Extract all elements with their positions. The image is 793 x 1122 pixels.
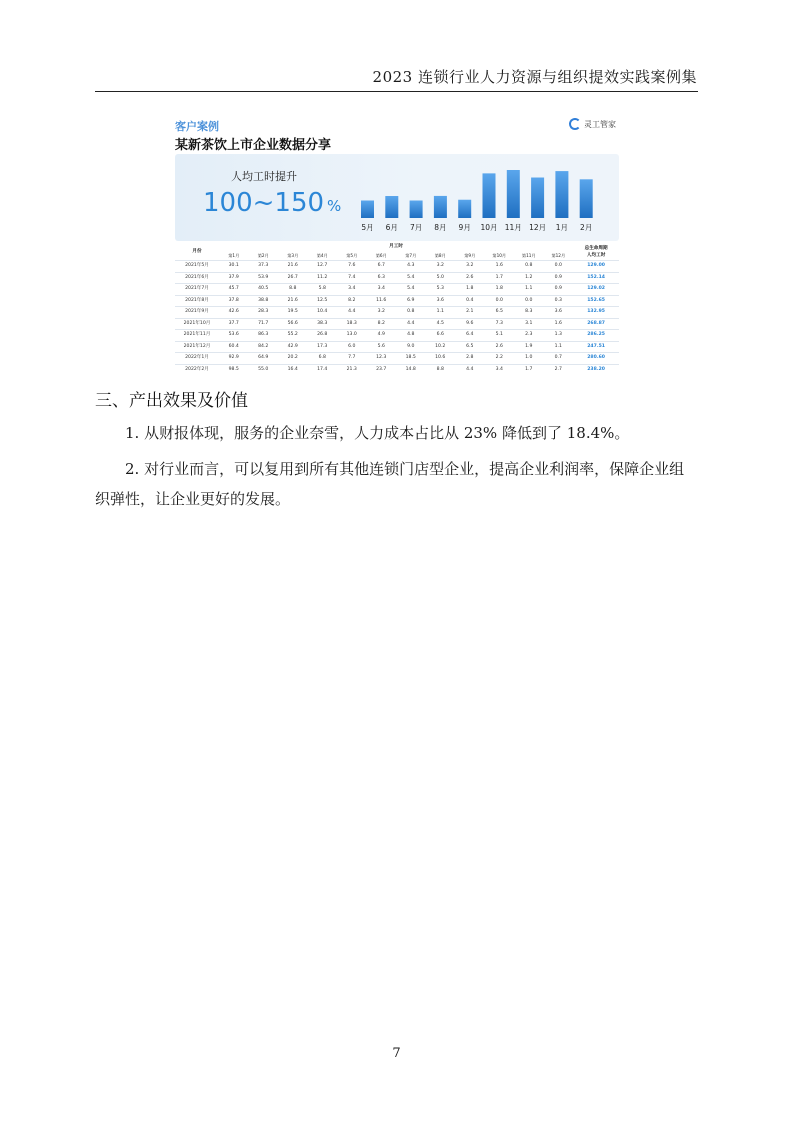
- bar-3: [410, 200, 423, 218]
- bar-6: [483, 173, 496, 218]
- table-cell: 53.9: [258, 274, 269, 280]
- table-cell: 9.0: [407, 343, 415, 349]
- table-cell: 92.9: [228, 355, 239, 360]
- table-cell: 0.3: [554, 297, 562, 303]
- table-cell: 18.3: [346, 320, 357, 326]
- hero-value: [203, 188, 341, 218]
- sub-header-cell: 第8月: [434, 253, 446, 258]
- group-header: 月工时: [389, 244, 403, 249]
- case-title: 某新茶饮上市企业数据分享: [175, 138, 332, 153]
- hero-panel: [175, 154, 619, 241]
- row-month: 2021年6月: [185, 274, 209, 280]
- table-cell: 0.8: [407, 309, 415, 314]
- month-header: 月份: [192, 248, 202, 254]
- table-cell: 5.8: [318, 286, 326, 291]
- row-total: 238.20: [587, 366, 605, 372]
- table-row: [175, 353, 619, 365]
- page-header-title: 2023 连锁行业人力资源与组织提效实践案例集: [372, 68, 697, 86]
- table-row: [175, 261, 619, 273]
- table-cell: 8.2: [377, 320, 385, 326]
- monthly-bar-chart: [361, 154, 619, 241]
- table-cell: 4.4: [466, 366, 474, 372]
- table-cell: 56.6: [287, 320, 298, 326]
- table-cell: 1.8: [466, 286, 474, 291]
- table-cell: 3.1: [525, 320, 533, 326]
- total-header-line-2: 人均工时: [586, 252, 606, 258]
- table-cell: 11.6: [376, 297, 387, 303]
- table-cell: 1.1: [436, 309, 444, 314]
- table-cell: 0.8: [525, 263, 533, 268]
- table-cell: 14.8: [405, 366, 416, 372]
- hours-table: [175, 243, 619, 375]
- table-cell: 4.4: [407, 320, 415, 326]
- row-month: 2021年8月: [185, 297, 209, 303]
- table-cell: 13.0: [346, 332, 357, 337]
- table-cell: 12.7: [317, 263, 328, 268]
- table-cell: 1.7: [495, 274, 503, 280]
- table-cell: 86.3: [258, 332, 269, 337]
- table-cell: 6.6: [436, 332, 444, 337]
- sub-header-cell: 第4月: [316, 253, 328, 258]
- table-cell: 1.7: [525, 366, 533, 372]
- table-cell: 17.4: [317, 366, 328, 372]
- table-cell: 1.9: [525, 343, 533, 349]
- bar-1: [361, 200, 374, 218]
- table-cell: 0.9: [554, 274, 562, 280]
- sub-header-cell: 第2月: [257, 253, 269, 258]
- table-cell: 28.3: [258, 309, 269, 314]
- brand-logo: [569, 118, 616, 130]
- hours-table-wrap: [175, 243, 619, 375]
- table-cell: 3.6: [554, 309, 562, 314]
- table-cell: 55.0: [258, 366, 269, 372]
- table-cell: 17.3: [317, 343, 328, 349]
- table-cell: 42.6: [228, 309, 239, 314]
- table-cell: 21.6: [287, 297, 298, 303]
- table-cell: 2.8: [466, 355, 474, 360]
- table-cell: 10.6: [435, 355, 446, 360]
- table-cell: 4.5: [436, 320, 444, 326]
- table-cell: 6.5: [466, 343, 474, 349]
- table-row: [175, 272, 619, 284]
- bar-8: [531, 178, 544, 218]
- total-header-line-1: 总生命周期: [584, 245, 608, 251]
- table-cell: 4.9: [377, 332, 385, 337]
- table-row: [175, 284, 619, 296]
- table-cell: 18.5: [405, 355, 416, 360]
- table-cell: 1.2: [525, 274, 533, 280]
- sub-header-cell: 第7月: [405, 253, 417, 258]
- table-cell: 98.5: [228, 366, 239, 372]
- table-cell: 0.9: [554, 286, 562, 291]
- table-cell: 1.1: [525, 286, 533, 291]
- table-cell: 10.4: [317, 309, 328, 314]
- table-cell: 45.7: [228, 286, 239, 291]
- table-cell: 6.0: [348, 343, 356, 349]
- total-header: [573, 243, 619, 261]
- table-cell: 7.4: [348, 274, 356, 280]
- table-cell: 0.0: [525, 297, 533, 303]
- table-cell: 1.3: [554, 332, 562, 337]
- table-cell: 3.2: [466, 263, 474, 268]
- row-month: 2021年7月: [185, 286, 209, 291]
- table-cell: 2.6: [495, 343, 503, 349]
- table-cell: 0.0: [554, 263, 562, 268]
- row-month: 2021年5月: [185, 263, 209, 268]
- row-month: 2022年1月: [185, 355, 209, 360]
- table-cell: 3.4: [348, 286, 356, 291]
- hero-label: 人均工时提升: [231, 170, 297, 183]
- table-cell: 2.3: [525, 332, 533, 337]
- sub-header-cell: 第1月: [228, 253, 240, 258]
- table-cell: 11.2: [317, 274, 328, 280]
- table-cell: 12.5: [317, 297, 328, 303]
- bar-label-7: 11月: [504, 223, 522, 232]
- bar-5: [458, 200, 471, 218]
- table-cell: 26.7: [287, 274, 298, 280]
- row-total: 132.95: [587, 309, 605, 314]
- bar-label-3: 7月: [409, 223, 423, 232]
- table-cell: 1.6: [554, 320, 562, 326]
- bar-label-2: 6月: [385, 223, 398, 232]
- table-cell: 8.2: [348, 297, 356, 303]
- table-cell: 53.6: [228, 332, 239, 337]
- table-cell: 6.3: [377, 274, 385, 280]
- table-row: [175, 295, 619, 307]
- table-cell: 3.4: [377, 286, 385, 291]
- table-cell: 10.2: [435, 343, 446, 349]
- hero-unit: %: [327, 197, 342, 215]
- row-total: 152.65: [587, 297, 605, 303]
- table-cell: 8.8: [289, 286, 297, 291]
- bar-label-8: 12月: [529, 223, 547, 232]
- table-row: [175, 330, 619, 342]
- section-heading: 三、产出效果及价值: [95, 391, 248, 411]
- paragraph-item-1: 1. 从财报体现，服务的企业奈雪，人力成本占比从 23% 降低到了 18.4%。: [125, 424, 630, 442]
- table-cell: 21.6: [287, 263, 298, 268]
- case-tag: 客户案例: [175, 120, 219, 133]
- row-month: 2021年10月: [183, 320, 211, 326]
- table-cell: 6.8: [318, 355, 326, 360]
- table-row: [175, 318, 619, 330]
- table-cell: 5.0: [436, 274, 444, 280]
- row-month: 2021年11月: [183, 332, 211, 337]
- bar-10: [580, 179, 593, 218]
- bar-label-5: 9月: [458, 223, 471, 232]
- table-cell: 12.3: [376, 355, 387, 360]
- table-cell: 6.7: [377, 263, 385, 268]
- row-month: 2021年9月: [185, 309, 209, 314]
- row-total: 129.00: [587, 263, 605, 268]
- table-cell: 5.6: [377, 343, 385, 349]
- table-cell: 3.6: [436, 297, 444, 303]
- sub-header-cell: 第5月: [346, 253, 358, 258]
- table-row: [175, 307, 619, 319]
- table-cell: 4.4: [348, 309, 356, 314]
- hero-number: 100~150: [203, 188, 325, 218]
- row-total: 129.02: [587, 286, 605, 291]
- table-cell: 2.1: [466, 309, 474, 314]
- table-cell: 38.8: [258, 297, 269, 303]
- row-total: 152.14: [587, 274, 605, 280]
- bar-label-6: 10月: [480, 223, 498, 232]
- table-cell: 40.5: [258, 286, 269, 291]
- logo-icon: [569, 118, 581, 130]
- table-cell: 37.3: [258, 263, 269, 268]
- table-cell: 37.9: [228, 274, 239, 280]
- table-cell: 55.2: [287, 332, 298, 337]
- table-cell: 4.8: [407, 332, 415, 337]
- bar-label-10: 2月: [580, 223, 593, 232]
- row-month: 2021年12月: [183, 343, 211, 349]
- table-cell: 7.7: [348, 355, 356, 360]
- table-cell: 16.4: [287, 366, 298, 372]
- sub-header-cell: 第10月: [492, 253, 507, 258]
- bar-9: [555, 171, 568, 218]
- table-cell: 7.3: [495, 320, 503, 326]
- table-cell: 3.2: [377, 309, 385, 314]
- table-cell: 5.3: [436, 286, 444, 291]
- table-cell: 1.1: [554, 343, 562, 349]
- table-cell: 38.3: [317, 320, 328, 326]
- table-cell: 6.4: [466, 332, 474, 337]
- logo-text: 灵工管家: [584, 119, 616, 129]
- row-total: 286.25: [587, 332, 605, 337]
- table-cell: 37.8: [228, 297, 239, 303]
- table-cell: 2.2: [495, 355, 503, 360]
- table-cell: 37.7: [228, 320, 239, 326]
- sub-header-cell: 第11月: [521, 253, 536, 258]
- table-row: [175, 364, 619, 375]
- table-cell: 8.3: [525, 309, 533, 314]
- bar-2: [385, 196, 398, 218]
- table-cell: 21.3: [346, 366, 357, 372]
- table-cell: 2.6: [466, 274, 474, 280]
- page-number: 7: [392, 1046, 401, 1061]
- table-cell: 5.1: [495, 332, 503, 337]
- table-cell: 8.8: [436, 366, 444, 372]
- table-cell: 84.2: [258, 343, 269, 349]
- table-cell: 19.5: [287, 309, 298, 314]
- table-cell: 42.9: [287, 343, 298, 349]
- header-rule: [95, 91, 698, 92]
- sub-header-cell: 第3月: [287, 253, 299, 258]
- table-cell: 23.7: [376, 366, 387, 372]
- table-cell: 5.4: [407, 274, 415, 280]
- table-cell: 64.9: [258, 355, 269, 360]
- table-cell: 6.9: [407, 297, 415, 303]
- paragraph-item-2: 2. 对行业而言，可以复用到所有其他连锁门店型企业，提高企业利润率，保障企业组织弹性，让企业更好的发展。: [95, 460, 685, 508]
- table-cell: 1.8: [495, 286, 503, 291]
- table-cell: 26.8: [317, 332, 328, 337]
- bar-label-1: 5月: [361, 223, 374, 232]
- table-cell: 3.4: [495, 366, 503, 372]
- table-cell: 7.6: [348, 263, 356, 268]
- table-cell: 60.4: [228, 343, 239, 349]
- row-total: 247.51: [587, 343, 605, 349]
- sub-header-cell: 第9月: [464, 253, 476, 258]
- table-cell: 4.3: [407, 263, 415, 268]
- table-cell: 1.0: [525, 355, 533, 360]
- table-cell: 2.7: [554, 366, 562, 372]
- table-cell: 71.7: [258, 320, 269, 326]
- table-cell: 3.2: [436, 263, 444, 268]
- table-cell: 1.6: [495, 263, 503, 268]
- table-cell: 30.1: [228, 263, 239, 268]
- row-total: 268.87: [587, 320, 605, 326]
- table-row: [175, 341, 619, 353]
- bar-4: [434, 196, 447, 218]
- bar-7: [507, 170, 520, 218]
- table-cell: 0.7: [554, 355, 562, 360]
- table-cell: 20.2: [287, 355, 298, 360]
- row-total: 280.60: [587, 355, 605, 360]
- bar-label-9: 1月: [555, 223, 569, 232]
- table-cell: 0.0: [495, 297, 503, 303]
- sub-header-cell: 第6月: [375, 253, 387, 258]
- table-cell: 6.5: [495, 309, 503, 314]
- table-cell: 5.4: [407, 286, 415, 291]
- row-month: 2022年2月: [185, 366, 209, 372]
- case-card: [172, 112, 622, 372]
- table-cell: 0.4: [466, 297, 474, 303]
- sub-header-cell: 第12月: [551, 253, 566, 258]
- table-cell: 9.6: [466, 320, 474, 326]
- bar-label-4: 8月: [434, 223, 447, 232]
